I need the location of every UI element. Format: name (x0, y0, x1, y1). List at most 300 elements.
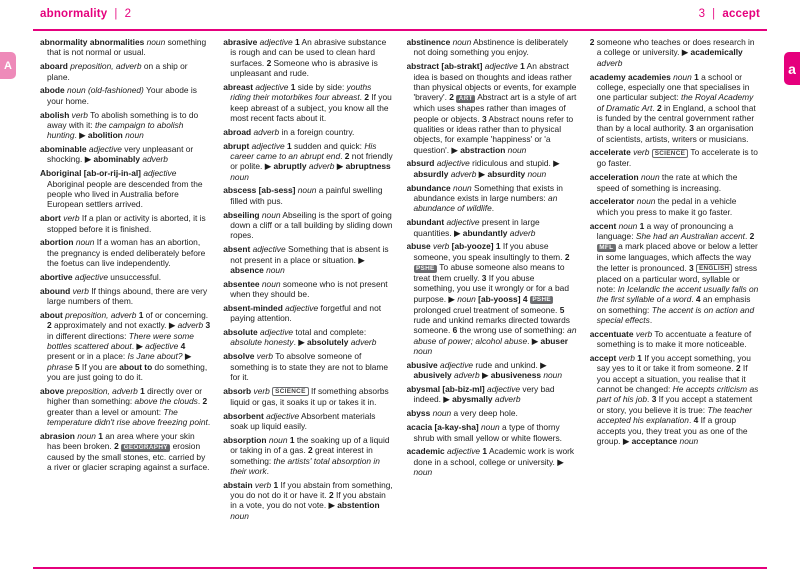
italic-text: adverb (596, 57, 623, 68)
dictionary-entry (406, 61, 577, 155)
dictionary-entry (223, 185, 393, 206)
bold-text: acacia (406, 422, 433, 433)
bold-text: accent (589, 220, 617, 231)
bottom-rule (33, 567, 767, 569)
bold-text: [ab-biz-ml] (442, 384, 485, 395)
bold-text: abseiling (223, 209, 260, 220)
italic-text: noun (67, 85, 86, 96)
italic-text: verb (256, 351, 274, 362)
bold-text: 3 (205, 320, 211, 331)
italic-text: noun (146, 37, 166, 47)
italic-text: noun (432, 408, 452, 419)
bold-text: accentuate (589, 328, 634, 339)
dictionary-entry (40, 168, 210, 210)
bold-text: 2 (308, 445, 313, 456)
italic-text: In Icelandic the accent usually falls on the first syllable of a word (596, 284, 759, 305)
text: Abstract nouns refer to qualities or ideas rather than to physical objects, for example 'happiness' or 'a question'. ▶ (413, 113, 574, 155)
italic-text: adjective (255, 81, 289, 92)
italic-text: His career came to an abrupt end (230, 140, 377, 161)
text: . (266, 465, 269, 476)
bold-text: [ab-strakt] (441, 61, 483, 72)
text: Aboriginal people are descended from the people who lived in Australia before European settlers arrived. (47, 178, 203, 210)
text: To absolve someone of something is to state they are not to blame for it. (230, 351, 389, 382)
bold-text: 3 (651, 394, 657, 405)
italic-text: adverb (450, 168, 477, 179)
text: directly over or higher than something: (47, 385, 203, 407)
bold-text: 1 (639, 220, 645, 231)
bold-text: absorb (223, 385, 252, 396)
italic-text: absolute honesty (230, 337, 294, 348)
italic-text: noun (543, 370, 562, 381)
dictionary-entry (406, 446, 577, 478)
text: To accelerate is to go faster. (596, 147, 758, 169)
text: . (491, 203, 495, 214)
italic-text: above the clouds (134, 396, 198, 407)
text: To abolish something is to do away with it: (47, 109, 199, 130)
text: an emphasis on something: (596, 294, 751, 315)
bold-text: 2 (749, 231, 755, 241)
bold-text: accelerate (589, 147, 631, 158)
italic-text: adjective (487, 384, 521, 395)
dictionary-entry (223, 302, 393, 324)
italic-text: He accepts criticism as part of his job (596, 384, 759, 405)
text: forgetful and not paying attention. (230, 302, 382, 324)
bold-text: abusive (406, 359, 438, 370)
dictionary-entry (223, 327, 393, 348)
text: ▶ (334, 161, 346, 172)
dictionary-entry (406, 158, 577, 179)
dictionary-entry (223, 278, 393, 300)
text: If things abound, there are very large numbers of them. (47, 285, 208, 307)
bold-text: absent (223, 244, 251, 255)
italic-text: preposition, adverb (70, 61, 142, 72)
bold-text: abstraction (460, 144, 506, 155)
bold-text: abnormality (40, 37, 88, 47)
dictionary-entry (589, 71, 760, 144)
subject-badge-outline: SCIENCE (272, 387, 309, 396)
italic-text: adjective (446, 217, 480, 228)
guide-word-left: abnormality (40, 8, 108, 20)
italic-text: noun (457, 293, 476, 304)
text: Something that exists in abundance exists in large numbers: (413, 182, 563, 203)
bold-text: 6 (452, 325, 458, 336)
text: on a ship or plane. (47, 61, 188, 82)
text: ▶ (182, 351, 192, 362)
italic-text: adjective (145, 340, 179, 351)
bold-text: 4 (522, 293, 528, 304)
text: . ▶ (74, 130, 88, 141)
italic-text: noun (268, 434, 288, 445)
dictionary-entry (223, 81, 393, 123)
page-header-right (699, 8, 760, 20)
italic-text: noun (75, 237, 95, 248)
italic-text: verb (618, 353, 635, 364)
page-number-left: 2 (124, 8, 132, 20)
dictionary-entry (40, 85, 210, 106)
bold-text: absorbent (223, 410, 264, 421)
bold-text: accelerator (589, 196, 635, 207)
subject-badge: GEOGRAPHY (121, 444, 170, 452)
bold-text: abstention (337, 500, 380, 511)
italic-text: preposition, adverb (66, 385, 138, 396)
italic-text: adjective (259, 37, 293, 47)
bold-text: absolve (223, 351, 255, 362)
text: . (207, 416, 211, 427)
bold-text: abound (40, 285, 71, 296)
bold-text: above (40, 385, 65, 396)
bold-text: absolutely (307, 337, 349, 348)
text: rude and unkind. ▶ (473, 359, 547, 370)
text: do something, you are just going to do it. (47, 361, 208, 382)
text: . (691, 294, 696, 305)
bold-text: about (40, 309, 63, 320)
italic-text: (old-fashioned) (87, 85, 144, 96)
text: . (340, 150, 345, 161)
text: ▶ (479, 370, 491, 381)
text: . (197, 396, 203, 407)
dictionary-entry (223, 479, 393, 521)
dictionary-entry (406, 241, 577, 357)
italic-text: adjective (285, 302, 319, 313)
bold-text: abroad (223, 126, 252, 137)
bold-text: academy (589, 71, 626, 82)
dictionary-entry (589, 196, 760, 217)
italic-text: noun (453, 182, 472, 193)
italic-text: verb (253, 385, 270, 396)
text: ▶ (476, 168, 488, 179)
italic-text: adjective (74, 271, 108, 282)
text: side by side: (295, 81, 347, 92)
bold-text: 1 (98, 430, 103, 441)
italic-text: adverb (253, 126, 280, 137)
text: in different directions: (47, 330, 129, 341)
italic-text: adverb (350, 337, 377, 348)
text: someone who teaches or does research in a college or university. ▶ (594, 37, 755, 58)
text: Someone who is abrasive is unpleasant and rude. (230, 57, 378, 79)
bold-text: [ab-yooss] (478, 293, 521, 304)
text: a type of thorny shrub with small yellow or white flowers. (413, 422, 562, 443)
dictionary-columns (40, 37, 760, 565)
text: stress placed on a particular word, syllable or note: (596, 262, 758, 295)
italic-text: verb (635, 328, 653, 339)
italic-text: an abuse of power; alcohol abuse (413, 325, 577, 346)
text: To abuse someone also means to treat them cruelly. (413, 262, 565, 284)
text: unsuccessful. (107, 271, 162, 282)
bold-text: 3 (481, 113, 487, 124)
bold-text: 3 (481, 273, 487, 284)
letter-tab-left: A (0, 52, 16, 79)
text: Absorbent materials soak up liquid easily. (230, 410, 376, 431)
bold-text: abuse (406, 241, 431, 252)
bold-text: 4 (695, 294, 701, 305)
italic-text: She had an Australian accent (635, 231, 745, 241)
bold-text: abrasion (40, 430, 75, 441)
text: . ▶ (131, 340, 146, 351)
bold-text: about to (119, 361, 153, 372)
subject-badge: MFL (597, 244, 616, 252)
text: the soaking up of a liquid or taking in of a gas. (230, 434, 390, 456)
bold-text: abusiveness (490, 370, 542, 381)
bold-text: 1 (290, 81, 296, 92)
italic-text: noun (413, 467, 433, 478)
dictionary-entry (40, 430, 210, 473)
bold-text: 2 (564, 251, 570, 262)
text: a way of pronouncing a language: (596, 220, 734, 241)
text: Your abode is your home. (47, 85, 197, 106)
bold-text: acceleration (589, 172, 639, 183)
bold-text: acceptance (631, 435, 678, 446)
italic-text: adjective (436, 158, 470, 169)
dictionary-entry (40, 237, 210, 269)
italic-text: noun (125, 130, 144, 141)
dictionary-entry (40, 61, 210, 82)
bold-text: 1 (482, 446, 488, 457)
dictionary-entry (406, 408, 577, 419)
text: . (649, 315, 653, 326)
page-header-left (40, 8, 131, 20)
italic-text: noun (507, 144, 527, 155)
text: a mark placed above or below a letter in some languages, which affects the way the letter is pronounced. (596, 241, 758, 273)
text: If you abuse something, you use it wrongly or for a bad purpose. ▶ (413, 273, 569, 304)
subject-badge: PSHE (530, 296, 554, 304)
italic-text: The temperature didn't rise above freezing point (47, 406, 208, 427)
italic-text: preposition, adverb (65, 309, 137, 320)
bold-text: absurdly (413, 168, 449, 179)
top-rule (33, 29, 767, 31)
italic-text: adverb (177, 320, 204, 331)
bold-text: abortion (40, 237, 74, 248)
text: If a woman has an abortion, the pregnancy is ended deliberately before the foetus can live independently. (47, 237, 206, 269)
italic-text: verb (433, 241, 450, 252)
italic-text: noun (266, 264, 285, 275)
dictionary-entry (406, 422, 577, 443)
italic-text: adjective (143, 168, 177, 179)
text: very unpleasant or shocking. ▶ (47, 144, 194, 165)
bold-text: 1 (520, 61, 525, 72)
bold-text: [ab-or-rij-in-al] (83, 168, 141, 179)
dictionary-entry (40, 385, 211, 427)
italic-text: verb (72, 285, 89, 296)
text: If a plan or activity is aborted, it is stopped before it is finished. (47, 213, 206, 234)
text: the pedal in a vehicle which you press to make it go faster. (596, 196, 737, 217)
italic-text: Is Jane about? (127, 351, 183, 362)
text: a painful swelling filled with pus. (230, 185, 383, 206)
dictionary-entry (223, 351, 393, 382)
dictionary-entry (406, 37, 577, 58)
italic-text: noun (527, 168, 547, 179)
text: something that is not normal or usual. (47, 37, 207, 58)
italic-text: the Royal Academy of Dramatic Art (596, 92, 754, 113)
bold-text: aboard (40, 61, 68, 72)
text: If you are (79, 361, 120, 372)
header-separator: | (712, 8, 716, 20)
dictionary-entry (589, 328, 760, 350)
text: very bad indeed. ▶ (413, 384, 555, 405)
dictionary-entry (223, 385, 393, 407)
bold-text: abrupt (223, 140, 250, 151)
text: in a foreign country. (279, 126, 355, 137)
text: . (647, 394, 652, 405)
text: Something that is absent is not present in a place or situation. ▶ (230, 244, 389, 265)
dictionary-entry (223, 209, 393, 241)
bold-text: abundance (406, 182, 451, 193)
bold-text: 2 (449, 92, 454, 103)
text: a school or college, especially one that specialises in one particular subject: (596, 71, 750, 103)
bold-text: abyss (406, 408, 431, 419)
italic-text: the campaign to abolish hunting (47, 119, 184, 141)
text: not friendly or polite. ▶ (230, 150, 393, 172)
text: To accentuate a feature of something is to make it more noticeable. (596, 328, 752, 350)
bold-text: 3 (688, 262, 694, 273)
text: the wrong use of something: (457, 325, 568, 336)
bold-text: absentee (223, 278, 260, 289)
text: If you abuse someone, you speak insultingly to them. (413, 241, 565, 262)
bold-text: 1 (287, 140, 292, 151)
italic-text: noun (452, 37, 472, 47)
bold-text: 5 (559, 304, 565, 315)
dictionary-entry (406, 182, 577, 214)
dictionary-entry (589, 353, 760, 446)
italic-text: verb (633, 147, 650, 158)
bold-text: abundant (406, 217, 445, 228)
italic-text: adverb (509, 227, 536, 238)
italic-text: The accent is on action and special effects (596, 304, 755, 326)
text: the rate at which the speed of something is increasing. (596, 172, 738, 193)
bold-text: abysmal (406, 384, 441, 395)
text: present or in a place: (47, 351, 128, 362)
dictionary-entry (223, 37, 393, 79)
dictionary-entry (40, 213, 210, 234)
dictionary-entry (223, 126, 393, 137)
bold-text: 1 (273, 479, 279, 490)
bold-text: 1 (495, 241, 501, 252)
text: great interest in something: (230, 445, 373, 466)
italic-text: adjective (266, 410, 300, 421)
bold-text: abreast (223, 81, 254, 92)
italic-text: noun (679, 435, 699, 446)
italic-text: adjective (484, 61, 518, 72)
text: . ▶ (293, 337, 307, 348)
italic-text: adjective (251, 140, 285, 151)
italic-text: noun (618, 220, 638, 231)
bold-text: academies (627, 71, 671, 82)
column-3 (407, 37, 577, 565)
dictionary-entry (406, 359, 577, 381)
bold-text: abode (40, 85, 65, 96)
bold-text: 1 (140, 385, 145, 396)
bold-text: [ab-yooze] (451, 241, 494, 252)
text: greater than a level or amount: (47, 406, 164, 417)
text: erosion caused by the small stones, etc. carried by a river or glacier scraping against a surface. (47, 441, 210, 473)
dictionary-entry (223, 410, 393, 432)
italic-text: noun (673, 71, 692, 82)
text: If you accept something, you say yes to it or take it from someone. (596, 353, 751, 374)
bold-text: abruptness (345, 161, 391, 172)
italic-text: noun (261, 209, 281, 220)
bold-text: 1 (694, 71, 699, 82)
text: If you abstain in a vote, you do not vote. ▶ (230, 490, 386, 511)
text: ridiculous and stupid. ▶ (469, 158, 560, 169)
subject-badge: PSHE (414, 265, 438, 273)
bold-text: accept (589, 353, 617, 364)
text: If you keep abreast of a subject, you know all the most recent facts about it. (230, 92, 392, 123)
italic-text: noun (77, 430, 96, 441)
bold-text: abominable (40, 144, 87, 155)
bold-text: abysmally (452, 394, 493, 405)
bold-text: abstain (223, 479, 253, 490)
italic-text: verb (71, 109, 88, 120)
dictionary-entry (589, 147, 760, 169)
italic-text: adverb (308, 161, 335, 172)
text: . (688, 415, 694, 426)
bold-text: abusively (413, 370, 452, 381)
text: someone who is not present when they should be. (230, 278, 388, 300)
dictionary-entry (40, 37, 210, 58)
italic-text: noun (636, 196, 656, 207)
bold-text: 2 (364, 92, 369, 103)
bold-text: 2 (266, 57, 272, 68)
text: approximately and not exactly. ▶ (51, 320, 178, 331)
bold-text: [ab-sess] (258, 185, 296, 196)
italic-text: The teacher accepted his explanation (596, 404, 753, 426)
bold-text: 2 (47, 320, 52, 331)
bold-text: 2 (202, 396, 208, 407)
italic-text: adverb (142, 154, 168, 165)
dictionary-entry (40, 109, 210, 141)
bold-text: abnormalities (89, 37, 145, 47)
bold-text: abundantly (462, 227, 508, 238)
italic-text: noun (481, 422, 500, 433)
italic-text: phrase (47, 361, 73, 372)
bold-text: abruptly (273, 161, 307, 172)
bold-text: absolute (223, 327, 258, 338)
bold-text: absent-minded (223, 302, 283, 313)
text: . ▶ (527, 335, 541, 346)
text: An abrasive substance is rough and can be used to clean hard surfaces. (230, 37, 387, 68)
italic-text: There were some bottles scattered about (47, 330, 194, 351)
bold-text: 1 (138, 309, 144, 320)
bold-text: abort (40, 213, 61, 224)
text: . (744, 231, 750, 241)
text: An abstract idea is based on thoughts and ideas rather than physical objects or events, for example 'bravery'. (413, 61, 577, 103)
italic-text: noun (261, 278, 281, 289)
bold-text: absurd (406, 158, 435, 169)
italic-text: noun (297, 185, 317, 196)
italic-text: verb (254, 479, 272, 490)
text: a very deep hole. (451, 408, 518, 419)
text: Academic work is work done in a school, college or university. ▶ (413, 446, 575, 467)
italic-text: verb (63, 213, 80, 224)
bold-text: abstract (406, 61, 440, 72)
bold-text: abrasive (223, 37, 258, 47)
text: sudden and quick: (291, 140, 365, 151)
subject-badge: ART (456, 95, 475, 103)
bold-text: 2 (656, 102, 662, 113)
bold-text: abortive (40, 271, 73, 282)
dictionary-entry (589, 172, 760, 193)
text: . (359, 92, 365, 103)
bold-text: absence (230, 264, 264, 275)
italic-text: youths riding their motorbikes four abreast (230, 81, 372, 103)
text: of or concerning. (143, 309, 209, 320)
text: . (652, 102, 657, 113)
dictionary-entry (40, 144, 210, 165)
bold-text: 2 (735, 363, 741, 374)
subject-badge-outline: ENGLISH (696, 264, 733, 273)
bold-text: 2 (344, 150, 350, 161)
bold-text: absurdity (487, 168, 526, 179)
text: an organisation of scientists, artists, writers or musicians. (596, 123, 754, 144)
